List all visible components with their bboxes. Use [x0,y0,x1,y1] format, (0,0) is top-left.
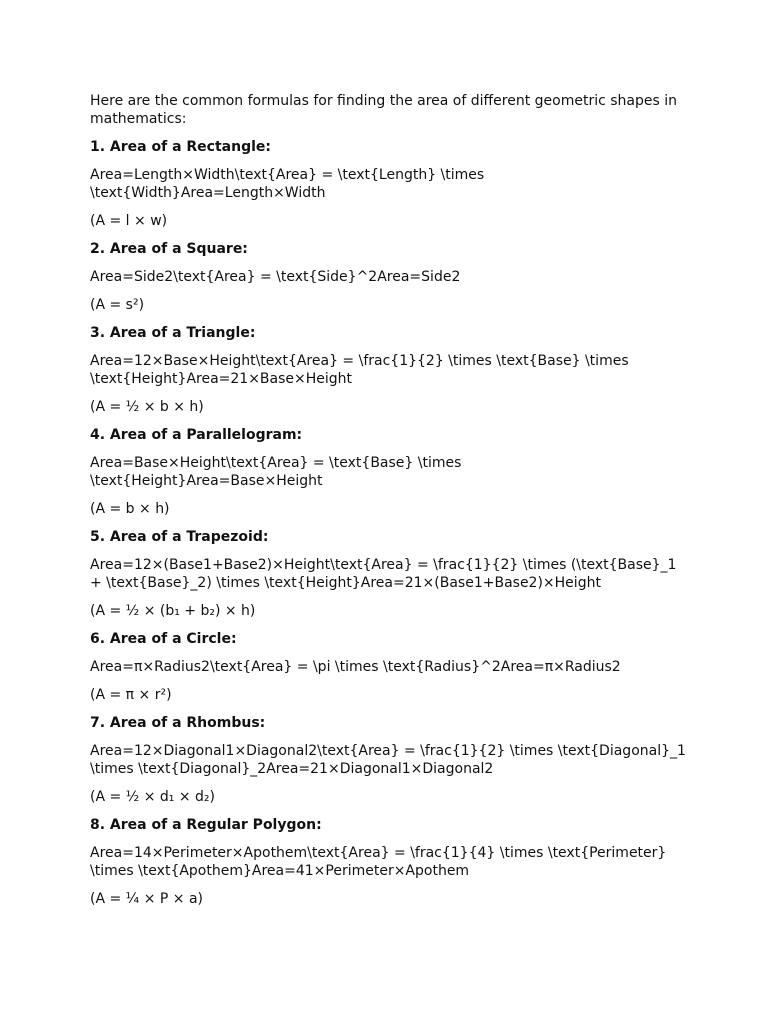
section-circle [90,630,688,704]
section-parallelogram [90,426,688,518]
section-title: 6. Area of a Circle: [90,631,237,647]
formula-text: Area=Length×Width\text{Area} = \text{Length} \times \text{Width}Area=Length×Width [90,167,485,201]
formula-text: Area=12×(Base1+Base2)×Height\text{Area} = \frac{1}{2} \times (\text{Base}_1 + \text{Base}_2) \times \text{Height}Area=21×(Base1+Base2)×Height [90,557,677,591]
section-title: 1. Area of a Rectangle: [90,139,271,155]
section-title: 2. Area of a Square: [90,241,248,257]
section-title: 8. Area of a Regular Polygon: [90,817,322,833]
short-formula: (A = l × w) [90,213,168,229]
section-title: 3. Area of a Triangle: [90,325,256,341]
short-formula: (A = s²) [90,297,145,313]
formula-text: Area=π×Radius2\text{Area} = \pi \times \text{Radius}^2Area=π×Radius2 [90,659,621,675]
intro-paragraph: Here are the common formulas for finding the area of different geometric shapes in mathematics: [90,93,678,127]
section-regular-polygon [90,816,688,908]
section-triangle [90,324,688,416]
short-formula: (A = ½ × d₁ × d₂) [90,789,215,805]
section-trapezoid [90,528,688,620]
short-formula: (A = b × h) [90,501,170,517]
formula-text: Area=12×Base×Height\text{Area} = \frac{1}{2} \times \text{Base} \times \text{Height}Area=21×Base×Height [90,353,629,387]
short-formula: (A = ½ × (b₁ + b₂) × h) [90,603,256,619]
short-formula: (A = π × r²) [90,687,172,703]
formula-text: Area=Side2\text{Area} = \text{Side}^2Area=Side2 [90,269,461,285]
section-title: 7. Area of a Rhombus: [90,715,266,731]
section-title: 4. Area of a Parallelogram: [90,427,303,443]
section-square [90,240,688,314]
formula-text: Area=14×Perimeter×Apothem\text{Area} = \frac{1}{4} \times \text{Perimeter} \times \text{Apothem}Area=41×Perimeter×Apothem [90,845,667,879]
section-rhombus [90,714,688,806]
short-formula: (A = ¼ × P × a) [90,891,203,907]
section-rectangle [90,138,688,230]
formula-text: Area=12×Diagonal1×Diagonal2\text{Area} = \frac{1}{2} \times \text{Diagonal}_1 \times \text{Diagonal}_2Area=21×Diagonal1×Diagonal2 [90,743,686,777]
section-title: 5. Area of a Trapezoid: [90,529,269,545]
short-formula: (A = ½ × b × h) [90,399,204,415]
formula-text: Area=Base×Height\text{Area} = \text{Base} \times \text{Height}Area=Base×Height [90,455,462,489]
